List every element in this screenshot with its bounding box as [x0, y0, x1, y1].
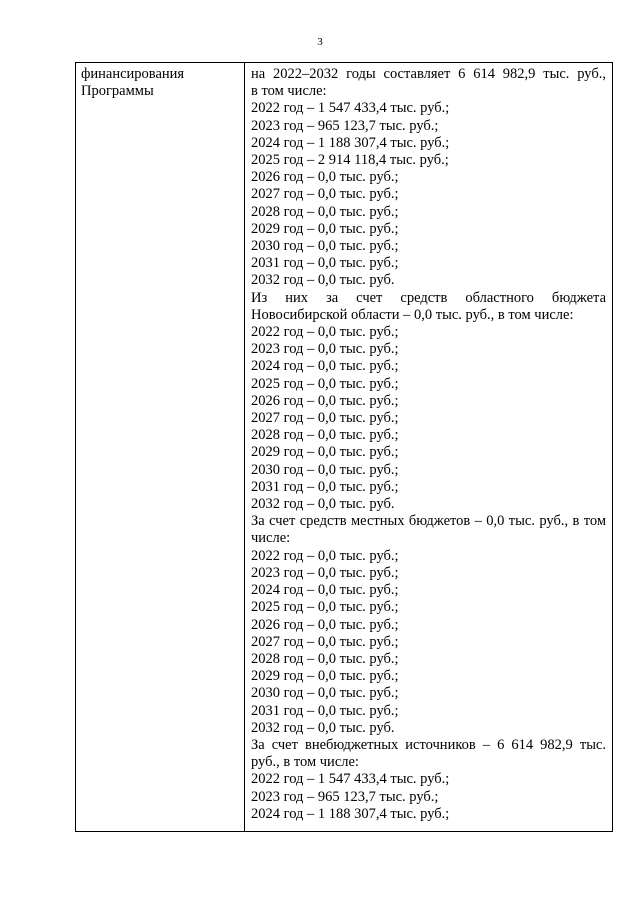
year-line: 2029 год – 0,0 тыс. руб.; [251, 220, 399, 237]
label-line: финансирования [81, 66, 185, 82]
year-line: 2022 год – 1 547 433,4 тыс. руб.; [251, 771, 450, 788]
year-line: 2022 год – 1 547 433,4 тыс. руб.; [251, 100, 450, 117]
year-line: 2024 год – 1 188 307,4 тыс. руб.; [251, 805, 450, 822]
year-line: 2026 год – 0,0 тыс. руб.; [251, 392, 399, 409]
year-line: 2027 год – 0,0 тыс. руб.; [251, 186, 399, 203]
year-line: 2023 год – 965 123,7 тыс. руб.; [251, 117, 439, 134]
year-line: 2029 год – 0,0 тыс. руб.; [251, 444, 399, 461]
year-line: 2030 год – 0,0 тыс. руб.; [251, 685, 399, 702]
local-intro: За счет средств местных бюджетов – 0,0 тыс. руб., в том числе: [251, 513, 606, 547]
total-years-list [251, 100, 606, 289]
year-line: 2030 год – 0,0 тыс. руб.; [251, 461, 399, 478]
year-line: 2026 год – 0,0 тыс. руб.; [251, 616, 399, 633]
year-line: 2028 год – 0,0 тыс. руб.; [251, 650, 399, 667]
year-line: 2024 год – 0,0 тыс. руб.; [251, 582, 399, 599]
year-line: 2026 год – 0,0 тыс. руб.; [251, 169, 399, 186]
year-line: 2025 год – 0,0 тыс. руб.; [251, 599, 399, 616]
year-line: 2028 год – 0,0 тыс. руб.; [251, 203, 399, 220]
year-line: 2031 год – 0,0 тыс. руб.; [251, 702, 399, 719]
label-cell [76, 63, 245, 831]
value-cell [245, 63, 612, 831]
year-line: 2027 год – 0,0 тыс. руб.; [251, 410, 399, 427]
year-line: 2023 год – 965 123,7 тыс. руб.; [251, 788, 439, 805]
year-line: 2025 год – 2 914 118,4 тыс. руб.; [251, 152, 449, 169]
year-line: 2031 год – 0,0 тыс. руб.; [251, 478, 399, 495]
page-number: 3 [317, 36, 323, 48]
year-line: 2023 год – 0,0 тыс. руб.; [251, 564, 399, 581]
year-line: 2022 год – 0,0 тыс. руб.; [251, 547, 399, 564]
year-line: 2029 год – 0,0 тыс. руб.; [251, 668, 399, 685]
year-line: 2032 год – 0,0 тыс. руб. [251, 496, 395, 513]
year-line: 2027 год – 0,0 тыс. руб.; [251, 633, 399, 650]
label-line: Программы [81, 83, 154, 100]
year-line: 2028 год – 0,0 тыс. руб.; [251, 427, 399, 444]
year-line: 2032 год – 0,0 тыс. руб. [251, 719, 395, 736]
extra-years-list [251, 771, 606, 823]
regional-intro: Из них за счет средств областного бюджета Новосибирской области – 0,0 тыс. руб., в том числе: [251, 289, 606, 323]
intro-line: в том числе: [251, 83, 327, 100]
year-line: 2032 год – 0,0 тыс. руб. [251, 272, 395, 289]
year-line: 2023 год – 0,0 тыс. руб.; [251, 341, 399, 358]
year-line: 2031 год – 0,0 тыс. руб.; [251, 255, 399, 272]
year-line: 2024 год – 0,0 тыс. руб.; [251, 358, 399, 375]
year-line: 2022 год – 0,0 тыс. руб.; [251, 324, 399, 341]
extra-intro: За счет внебюджетных источников – 6 614 982,9 тыс. руб., в том числе: [251, 736, 606, 771]
year-line: 2030 год – 0,0 тыс. руб.; [251, 238, 399, 255]
year-line: 2024 год – 1 188 307,4 тыс. руб.; [251, 134, 450, 151]
regional-years-list [251, 324, 606, 513]
intro-line: на 2022–2032 годы составляет 6 614 982,9 тыс. руб., [251, 66, 606, 82]
local-years-list [251, 548, 606, 737]
year-line: 2025 год – 0,0 тыс. руб.; [251, 375, 399, 392]
financing-table [75, 62, 613, 832]
